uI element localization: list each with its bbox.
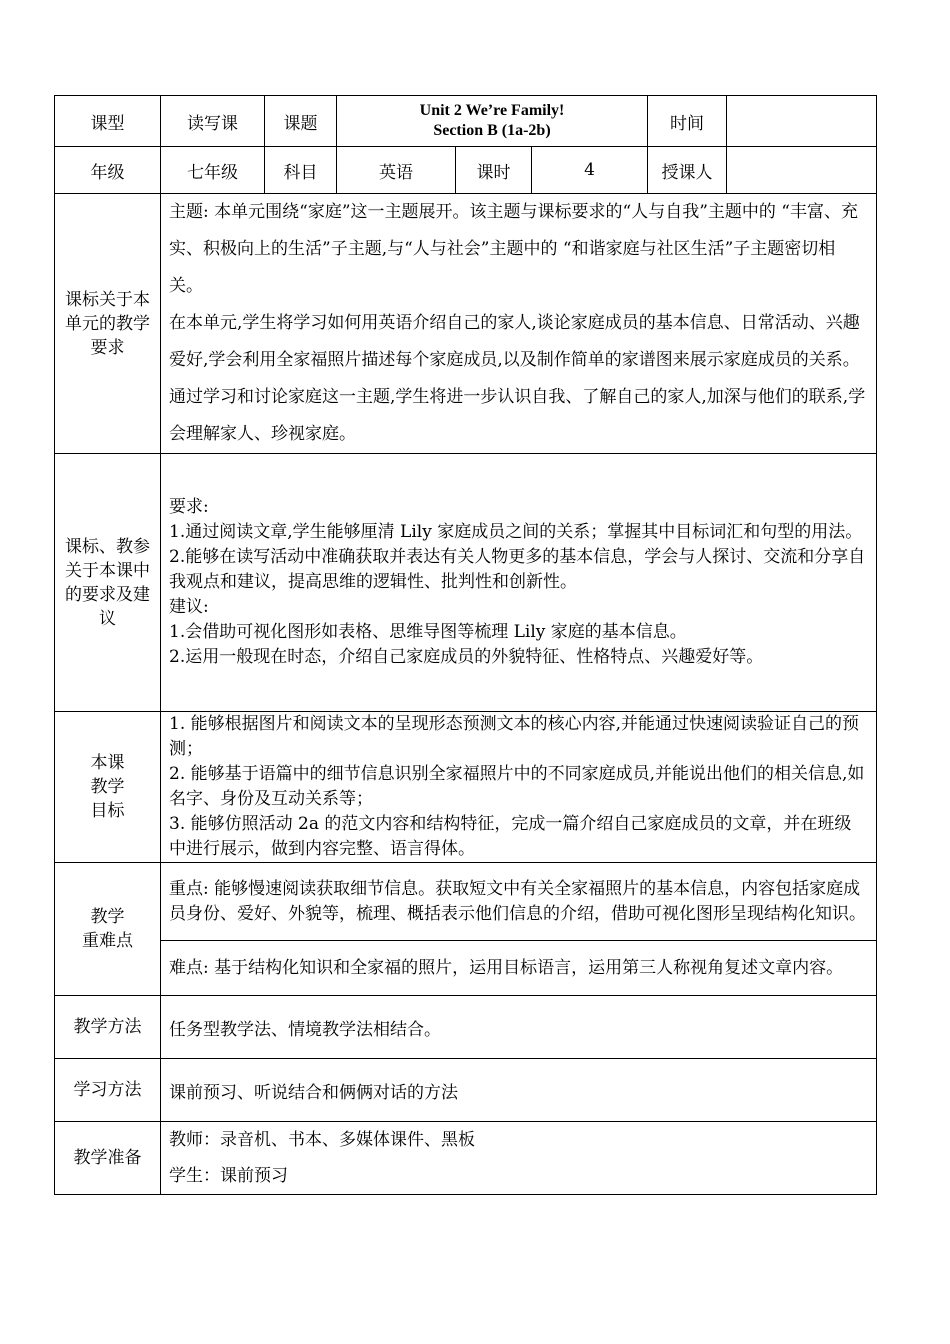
preparation-teacher: 教师：录音机、书本、多媒体课件、黑板 xyxy=(169,1130,475,1150)
topic-value xyxy=(337,96,648,147)
objective-1: 1. 能够根据图片和阅读文本的呈现形态预测文本的核心内容,并能通过快速阅读验证自己的预测； xyxy=(169,714,860,759)
objectives-row xyxy=(55,712,877,863)
suggestion-2: 2.运用一般现在时态，介绍自己家庭成员的外貌特征、性格特点、兴趣爱好等。 xyxy=(169,647,764,667)
period-value: 4 xyxy=(532,147,648,194)
requirement-1: 1.通过阅读文章,学生能够厘清 Lily 家庭成员之间的关系；掌握其中目标词汇和句型的用法。 xyxy=(169,522,863,542)
topic-label: 课题 xyxy=(265,96,337,147)
objective-2: 2. 能够基于语篇中的细节信息识别全家福照片中的不同家庭成员,并能说出他们的相关信息,如名字、身份及互动关系等； xyxy=(169,764,865,809)
difficult-point-cell xyxy=(161,941,877,996)
suggestion-1: 1.会借助可视化图形如表格、思维导图等梳理 Lily 家庭的基本信息。 xyxy=(169,622,687,642)
teacher-label: 授课人 xyxy=(648,147,727,194)
subject-label: 科目 xyxy=(265,147,337,194)
difficult-point-text: 难点: 基于结构化知识和全家福的照片，运用目标语言，运用第三人称视角复述文章内容。 xyxy=(169,957,844,978)
grade-value: 七年级 xyxy=(161,147,265,194)
requirement-2: 2.能够在读写活动中准确获取并表达有关人物更多的基本信息，学会与人探讨、交流和分享自我观点和建议，提高思维的逻辑性、批判性和创新性。 xyxy=(169,547,866,592)
lesson-plan-table xyxy=(54,95,877,1195)
preparation-label: 教学准备 xyxy=(55,1122,161,1195)
preparation-content xyxy=(161,1122,877,1195)
suggestions-title: 建议: xyxy=(169,597,209,617)
time-label: 时间 xyxy=(648,96,727,147)
time-value xyxy=(727,96,877,147)
preparation-student: 学生：课前预习 xyxy=(169,1166,288,1186)
lesson-requirements-content xyxy=(161,454,877,712)
objectives-label xyxy=(55,712,161,863)
requirements-title: 要求: xyxy=(169,497,209,517)
teaching-method-value: 任务型教学法、情境教学法相结合。 xyxy=(161,996,877,1059)
grade-label: 年级 xyxy=(55,147,161,194)
teaching-method-row xyxy=(55,996,877,1059)
unit-requirements-content xyxy=(161,194,877,454)
unit-content-paragraph: 在本单元,学生将学习如何用英语介绍自己的家人,谈论家庭成员的基本信息、日常活动、兴趣爱好,学会利用全家福照片描述每个家庭成员,以及制作简单的家谱图来展示家庭成员的关系。通过学习和讨论家庭这一主题,学生将进一步认识自我、了解自己的家人,加深与他们的联系,学会理解家人、珍视家庭。 xyxy=(169,313,866,444)
course-type-value: 读写课 xyxy=(161,96,265,147)
objective-3: 3. 能够仿照活动 2a 的范文内容和结构特征，完成一篇介绍自己家庭成员的文章，并在班级中进行展示，做到内容完整、语言得体。 xyxy=(169,814,852,859)
subject-value: 英语 xyxy=(337,147,456,194)
learning-method-value: 课前预习、听说结合和俩俩对话的方法 xyxy=(161,1059,877,1122)
difficult-point-row xyxy=(55,941,877,996)
course-type-label: 课型 xyxy=(55,96,161,147)
learning-method-row xyxy=(55,1059,877,1122)
topic-line-2: Section B (1a-2b) xyxy=(433,122,551,139)
objectives-label-line-3: 目标 xyxy=(90,801,125,821)
key-point-cell xyxy=(161,863,877,941)
lesson-requirements-row xyxy=(55,454,877,712)
header-row-2 xyxy=(55,147,877,194)
lesson-requirements-label: 课标、教参关于本课中的要求及建议 xyxy=(55,454,161,712)
unit-theme-paragraph: 主题: 本单元围绕“家庭”这一主题展开。该主题与课标要求的“人与自我”主题中的 “丰富、充实、积极向上的生活”子主题,与“人与社会”主题中的 “和谐家庭与社区生活”子主题密切相关。 xyxy=(169,202,858,296)
unit-requirements-row xyxy=(55,194,877,454)
header-row-1 xyxy=(55,96,877,147)
period-label: 课时 xyxy=(456,147,532,194)
objectives-label-line-1: 本课 xyxy=(90,753,125,773)
objectives-content xyxy=(161,712,877,863)
teacher-value xyxy=(727,147,877,194)
learning-method-label: 学习方法 xyxy=(55,1059,161,1122)
key-points-label-line-1: 教学 xyxy=(90,907,125,927)
key-points-label-line-2: 重难点 xyxy=(82,931,133,951)
key-points-row xyxy=(55,863,877,941)
preparation-row xyxy=(55,1122,877,1195)
objectives-label-line-2: 教学 xyxy=(90,777,125,797)
key-point-text: 重点: 能够慢速阅读获取细节信息。获取短文中有关全家福照片的基本信息，内容包括家庭成员身份、爱好、外貌等，梳理、概括表示他们信息的介绍，借助可视化图形呈现结构化知识。 xyxy=(169,878,866,924)
teaching-method-label: 教学方法 xyxy=(55,996,161,1059)
topic-line-1: Unit 2 We’re Family! xyxy=(419,102,565,119)
key-points-label xyxy=(55,863,161,996)
unit-requirements-label: 课标关于本单元的教学要求 xyxy=(55,194,161,454)
